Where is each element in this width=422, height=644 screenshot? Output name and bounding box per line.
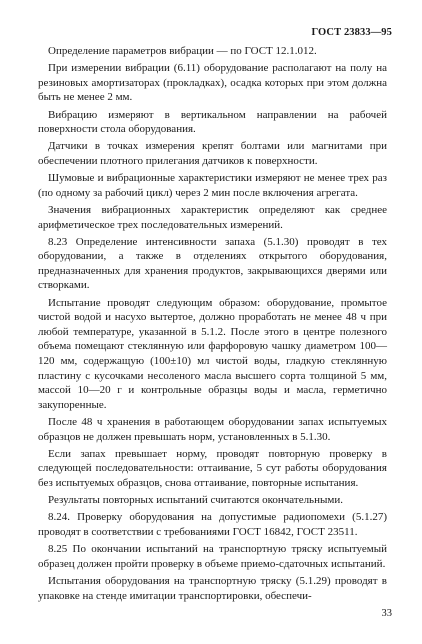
document-body	[38, 44, 387, 606]
paragraph: Определение параметров вибрации — по ГОСТ 12.1.012.	[48, 45, 317, 57]
paragraph: Датчики в точках измерения крепят болтами или магнитами при обеспечении плотного прилегания датчиков к поверхности.	[38, 140, 387, 167]
page-header-standard-code: ГОСТ 23833—95	[311, 27, 392, 38]
paragraph: Испытания оборудования на транспортную тряску (5.1.29) проводят в упаковке на стенде имитации транспортировки, обеспечи-	[38, 574, 387, 602]
paragraph: Результаты повторных испытаний считаются окончательными.	[48, 494, 343, 507]
paragraph: Шумовые и вибрационные характеристики измеряют не менее трех раз (по одному за рабочий цикл) через 2 мин после включения агрегата.	[38, 172, 387, 199]
paragraph: Вибрацию измеряют в вертикальном направлении на рабочей поверхности стола оборудования.	[38, 108, 387, 136]
paragraph: После 48 ч хранения в работающем оборудовании запах испытуемых образцов не должен превышать норм, установленных в 5.1.30.	[38, 416, 387, 443]
paragraph: При измерении вибрации (6.11) оборудование располагают на полу на резиновых амортизаторах (прокладках), осадка которых при этом должна быть не менее 2 мм.	[38, 62, 387, 104]
paragraph: Значения вибрационных характеристик определяют как среднее арифметическое трех последовательных измерений.	[38, 203, 387, 231]
paragraph: Испытание проводят следующим образом: оборудование, промытое чистой водой и насухо вытертое, должно проработать не менее 48 ч при любой температуре, указанной в 5.1.2. После этого в центре полезного объема помещают стеклянную или фарфоровую чашку диаметром 100—120 мм, содержащую (100±10) мл чистой воды, гладкую стеклянную пластину с кусочками несоленого масла высшего сорта толщиной 5 мм, массой 10—20 г и контрольные образцы воды и масла, герметично закупоренные.	[38, 296, 387, 411]
page-number: 33	[381, 608, 392, 619]
paragraph: 8.23 Определение интенсивности запаха (5.1.30) проводят в тех оборудовании, а также в отделениях открытого оборудования, предназначенных для хранения продуктов, закрывающихся дверями или створками.	[38, 235, 387, 292]
paragraph: 8.24. Проверку оборудования на допустимые радиопомехи (5.1.27) проводят в соответствии с требованиями ГОСТ 16842, ГОСТ 23511.	[38, 511, 387, 538]
paragraph: Если запах превышает норму, проводят повторную проверку в следующей последовательности: оттаивание, 5 сут работы оборудования без испытуемых образцов, снова оттаивание, повторные испытания.	[38, 447, 387, 489]
paragraph: 8.25 По окончании испытаний на транспортную тряску испытуемый образец должен пройти проверку в объеме приемо-сдаточных испытаний.	[38, 543, 387, 570]
